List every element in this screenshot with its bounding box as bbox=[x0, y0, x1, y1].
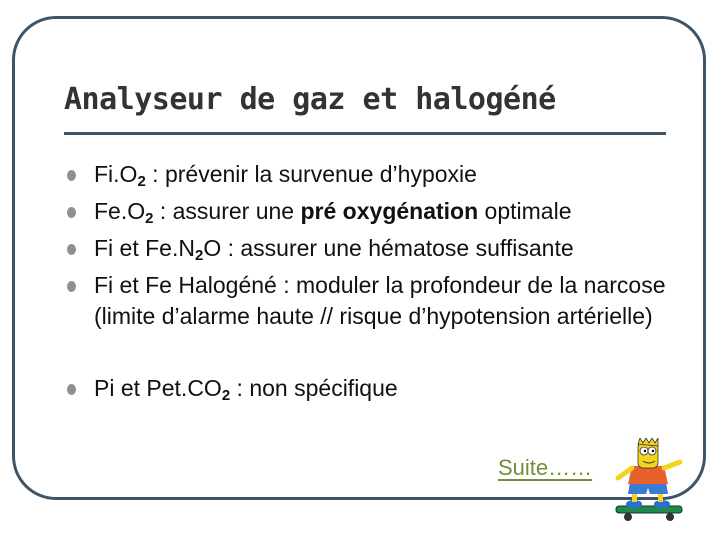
bullet-dot-icon bbox=[67, 244, 76, 255]
bullet-text: O : assurer une hématose suffisante bbox=[203, 235, 574, 261]
bullet-item-halogene bbox=[94, 270, 674, 332]
bullet-item-fen2o bbox=[94, 233, 674, 264]
bullet-dot-icon bbox=[67, 384, 76, 395]
suite-link[interactable]: Suite…… bbox=[498, 455, 593, 480]
skateboard-cartoon-icon bbox=[612, 438, 690, 522]
bullet-text: Fi et Fe Halogéné : moduler la profondeur de la narcose (limite d’alarme haute // risque d’hypotension artérielle) bbox=[94, 272, 666, 329]
bullet-item-petco2 bbox=[94, 373, 674, 404]
bullet-dot-icon bbox=[67, 170, 76, 181]
bullet-dot-icon bbox=[67, 281, 76, 292]
subscript: 2 bbox=[137, 173, 146, 190]
bullet-text: : non spécifique bbox=[230, 375, 398, 401]
subscript: 2 bbox=[194, 247, 204, 264]
bullet-text: : prévenir la survenue d’hypoxie bbox=[145, 161, 477, 187]
bullet-item-feo2 bbox=[94, 196, 674, 227]
bullet-text: Fi.O bbox=[94, 161, 138, 187]
subscript: 2 bbox=[145, 210, 154, 227]
bullet-text: Fi et Fe.N bbox=[94, 235, 195, 261]
bullet-dot-icon bbox=[67, 207, 76, 218]
bullet-text: Pi et Pet.CO bbox=[94, 375, 222, 401]
bullet-bold-text: pré oxygénation bbox=[300, 198, 479, 224]
slide-title: Analyseur de gaz et halogéné bbox=[64, 82, 556, 117]
bullet-item-fio2 bbox=[94, 159, 674, 190]
bullet-text: optimale bbox=[478, 198, 572, 224]
subscript: 2 bbox=[221, 387, 231, 404]
bullet-text: Fe.O bbox=[94, 198, 146, 224]
bullet-text: : assurer une bbox=[153, 198, 301, 224]
